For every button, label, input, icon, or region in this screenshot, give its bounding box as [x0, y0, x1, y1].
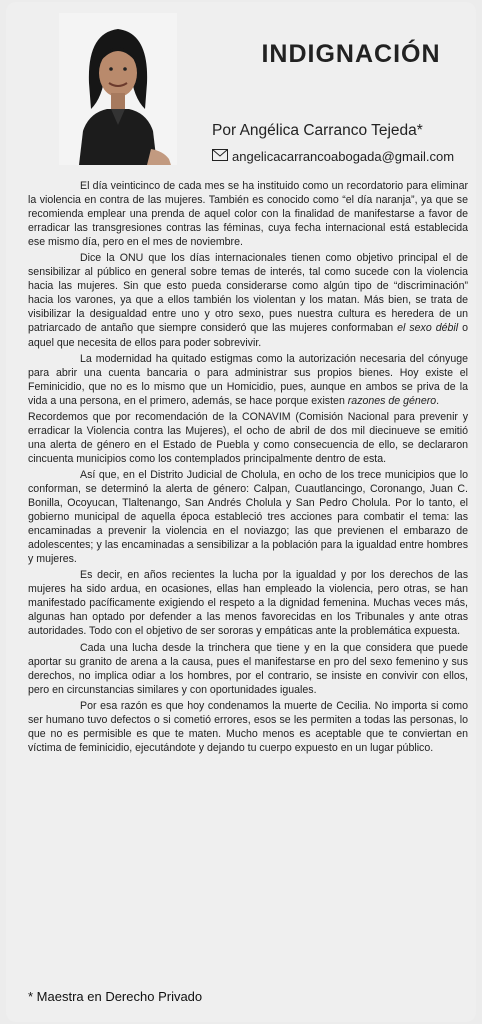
paragraph: Dice la ONU que los días internacionales tienen como objetivo principal el de sensibilizar al público en general sobre temas de interés, tal como sucede con la violencia hacia las mujeres. Sin que esto pueda considerarse como algún tipo de “discriminación” hacia los varones, ya que a ellos también los violentan y los matan. Más bien, se trata de visibilizar la desigualdad entre uno y otro sexo, pues nuestra cultura es heredera de un patriarcado de antaño que siempre consideró que las mujeres conformaban el sexo débil o aquel que necesita de ellos para poder sobrevivir. [28, 252, 468, 349]
paragraph: Por esa razón es que hoy condenamos la muerte de Cecilia. No importa si como ser humano tuvo defectos o si cometió errores, esos se les permiten a todas las personas, lo que no es permisible es que te maten. Mucho menos es aceptable que te conviertan en víctima de feminicidio, ejecutándote y dejando tu cuerpo expuesto en un lugar público. [28, 699, 468, 754]
emphasis: razones de género [347, 394, 437, 407]
paragraph: Así que, en el Distrito Judicial de Cholula, en ocho de los trece municipios que lo conforman, se determinó la alerta de género: Calpan, Cuautlancingo, Coronango, Juan C. Bonilla, Ocoyucan, Tlaltenango, San Andrés Cholula y San Pedro Cholula. Por lo tanto, el gobierno municipal de aquella época estableció tres acciones para combatir el tema: las encaminadas a prevenir la violencia en el noviazgo; las que previenen el embarazo de adolescentes; y las encaminadas a sensibilizar a la población para la igualdad entre hombres y mujeres. [28, 468, 468, 566]
paragraph: Recordemos que por recomendación de la CONAVIM (Comisión Nacional para prevenir y erradicar la Violencia contra las Mujeres), el ocho de abril de dos mil diecinueve se emitió una alerta de género en el Estado de Puebla y como consecuencia de ello, se declararon cincuenta municipios como los contemplados principalmente dentro de esta. [28, 410, 468, 465]
envelope-icon [212, 149, 228, 164]
paragraph: Cada una lucha desde la trinchera que tiene y en la que considera que puede aportar su granito de arena a la causa, pues el manifestarse en pro del sexo femenino y sus derechos, no implica odiar a los hombres, por el contrario, se insiste en convivir con ellos, pero en circunstancias similares y con oportunidades iguales. [28, 641, 468, 696]
author-email[interactable] [212, 149, 482, 164]
author-photo [59, 13, 177, 165]
column-title: INDIGNACIÓN [261, 40, 441, 68]
paragraph: El día veinticinco de cada mes se ha instituido como un recordatorio para eliminar la violencia en contra de las mujeres. También es conocido como “el día naranja”, ya que se recomienda emplear una prenda de aquel color con la finalidad de manifestarse a favor de erradicar las transgresiones contras las féminas, cuya fecha internacional está establecida ese mismo día, pero en el mes de noviembre. [28, 180, 468, 249]
paragraph: Es decir, en años recientes la lucha por la igualdad y por los derechos de las mujeres ha sido ardua, en ocasiones, ellas han empleado la violencia, pero otras, se han manifestado pacíficamente exigiendo el respeto a la dignidad femenina. Muchas veces más, algunas han optado por defender a las menos favorecidas en los Tribunales y ante otras autoridades. Todo con el objetivo de ser sororas y empáticas ante la problemática expuesta. [28, 569, 468, 638]
email-address[interactable]: angelicacarrancoabogada@gmail.com [232, 149, 455, 164]
paragraph: La modernidad ha quitado estigmas como la autorización necesaria del cónyuge para abrir una cuenta bancaria o para administrar sus propios bienes. Hoy existe el Feminicidio, que no es lo mismo que un Homicidio, pues, aunque en ambos se priva de la vida a una persona, en el primero, además, se hace porque existen razones de género. [28, 352, 468, 407]
column-panel [6, 2, 476, 1022]
emphasis: el sexo débil [397, 322, 459, 335]
author-footnote: * Maestra en Derecho Privado [28, 989, 203, 1004]
author-byline: Por Angélica Carranco Tejeda* [212, 122, 423, 139]
article-body [28, 179, 468, 757]
